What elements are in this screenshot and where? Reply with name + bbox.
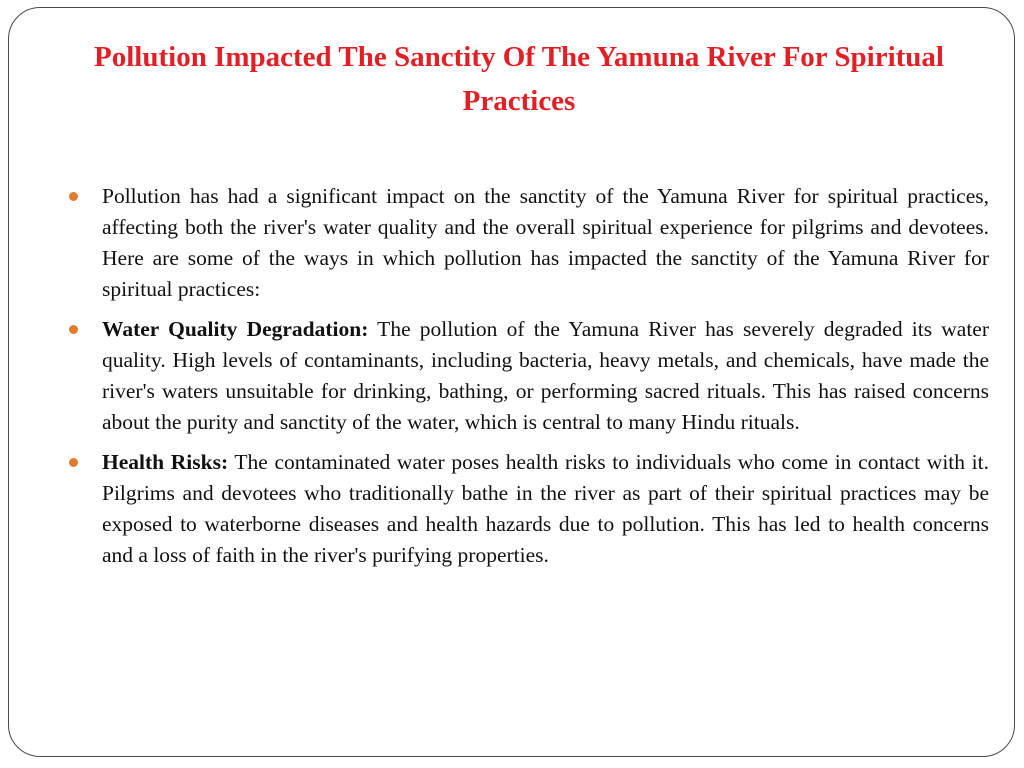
bullet-dot-icon: [69, 192, 78, 201]
bullet-text: The contaminated water poses health risks to individuals who come in contact with it. Pilgrims and devotees who traditionally bathe in the river as part of their spiritual practices may be exposed to waterborne diseases and health hazards due to pollution. This has led to health concerns and a loss of faith in the river's purifying properties.: [102, 450, 989, 567]
bullet-dot-icon: [69, 325, 78, 334]
bullet-list: [69, 181, 989, 580]
bullet-item-health-risks: [69, 447, 989, 571]
bullet-item-water-quality: [69, 314, 989, 438]
bullet-dot-icon: [69, 458, 78, 467]
slide-frame: [8, 7, 1015, 757]
bullet-heading: Health Risks:: [102, 450, 229, 474]
bullet-heading: Water Quality Degradation:: [102, 317, 369, 341]
bullet-text: Pollution has had a significant impact on the sanctity of the Yamuna River for spiritual practices, affecting both the river's water quality and the overall spiritual experience for pilgrims and devotees. Here are some of the ways in which pollution has impacted the sanctity of the Yamuna River for spiritual practices:: [102, 184, 989, 301]
bullet-text: The pollution of the Yamuna River has severely degraded its water quality. High levels of contaminants, including bacteria, heavy metals, and chemicals, have made the river's waters unsuitable for drinking, bathing, or performing sacred rituals. This has raised concerns about the purity and sanctity of the water, which is central to many Hindu rituals.: [102, 317, 989, 434]
bullet-item-intro: [69, 181, 989, 305]
slide-title: Pollution Impacted The Sanctity Of The Yamuna River For Spiritual Practices: [94, 41, 944, 117]
